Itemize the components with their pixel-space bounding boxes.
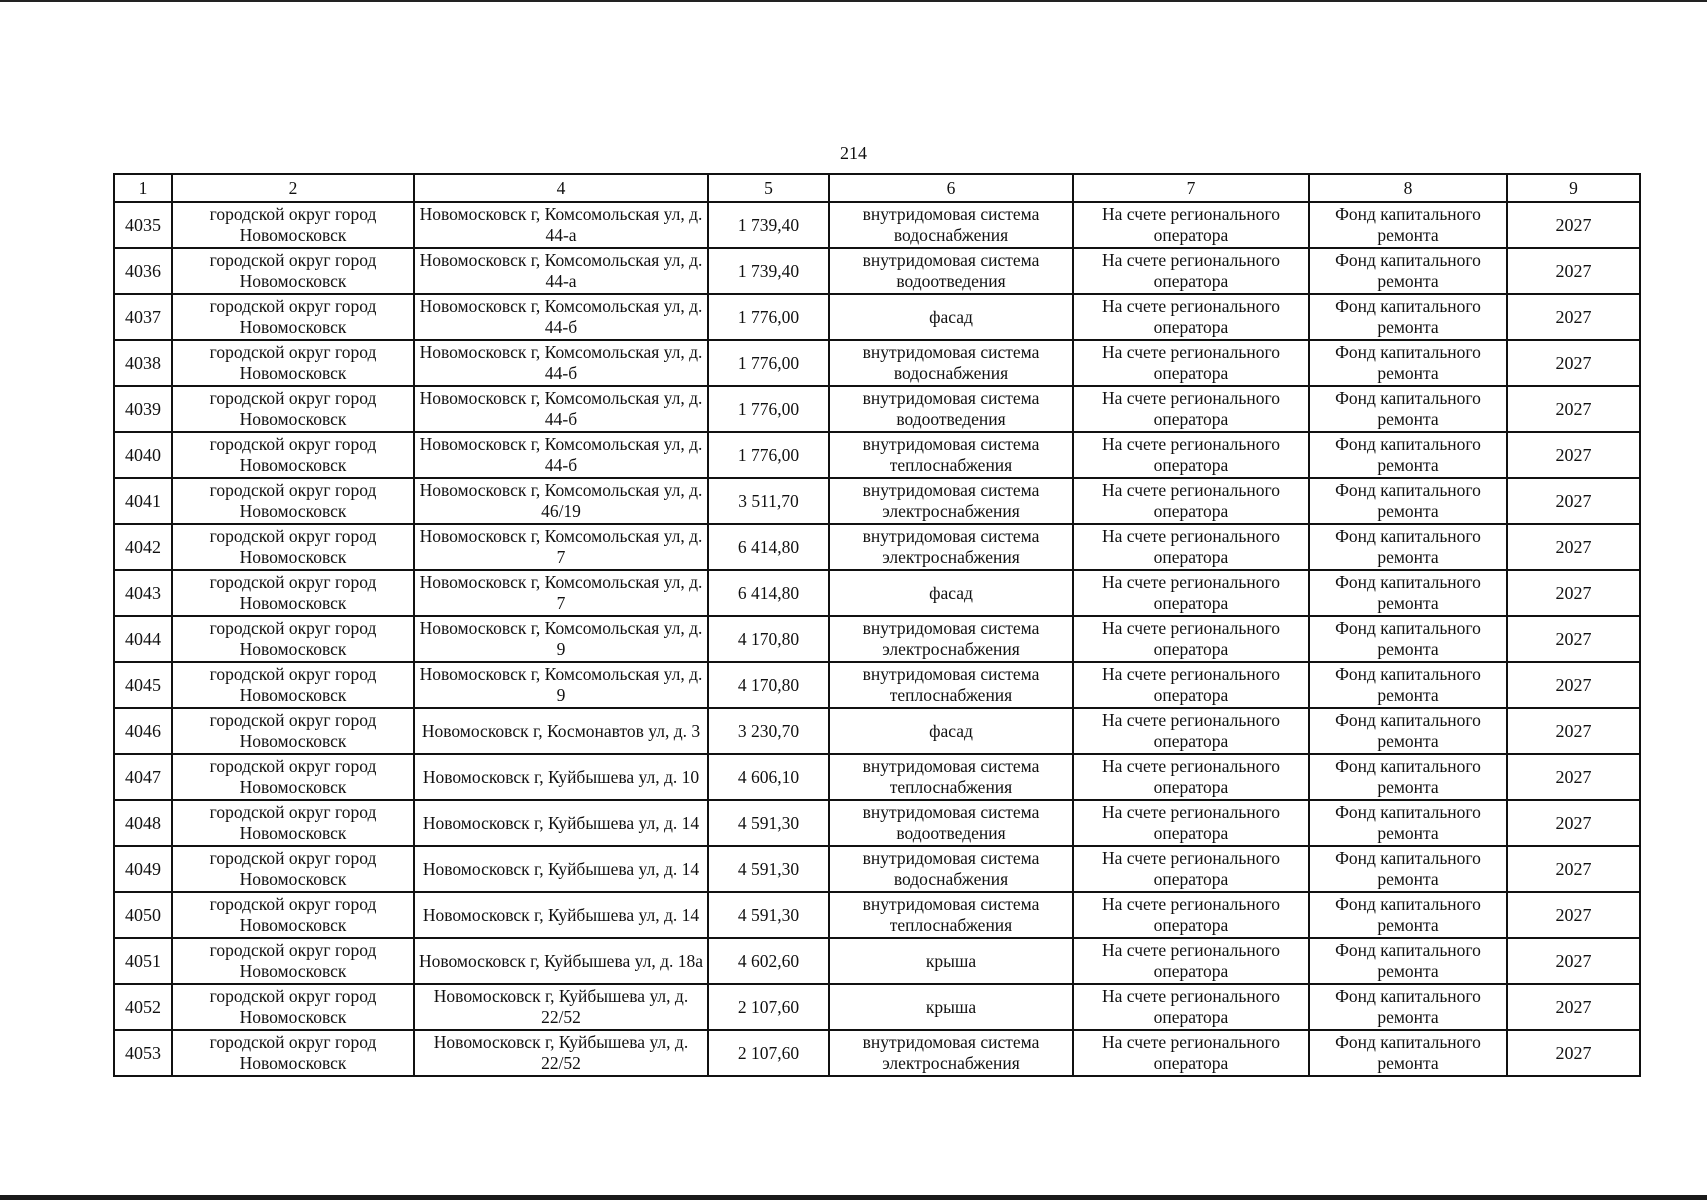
funding-source-cell: Фонд капитального ремонта <box>1309 202 1507 248</box>
row-number-cell: 4036 <box>114 248 172 294</box>
area-cell: 4 606,10 <box>708 754 829 800</box>
funding-source-cell: Фонд капитального ремонта <box>1309 340 1507 386</box>
fund-account-cell: На счете регионального оператора <box>1073 938 1309 984</box>
municipality-cell: городской округ город Новомосковск <box>172 892 414 938</box>
funding-source-cell: Фонд капитального ремонта <box>1309 616 1507 662</box>
municipality-cell: городской округ город Новомосковск <box>172 800 414 846</box>
municipality-cell: городской округ город Новомосковск <box>172 294 414 340</box>
year-cell: 2027 <box>1507 708 1640 754</box>
area-cell: 1 776,00 <box>708 432 829 478</box>
year-cell: 2027 <box>1507 800 1640 846</box>
area-cell: 4 602,60 <box>708 938 829 984</box>
year-cell: 2027 <box>1507 754 1640 800</box>
municipality-cell: городской округ город Новомосковск <box>172 386 414 432</box>
work-type-cell: крыша <box>829 938 1073 984</box>
fund-account-cell: На счете регионального оператора <box>1073 202 1309 248</box>
fund-account-cell: На счете регионального оператора <box>1073 984 1309 1030</box>
table-row <box>114 570 1640 616</box>
work-type-cell: фасад <box>829 294 1073 340</box>
municipality-cell: городской округ город Новомосковск <box>172 340 414 386</box>
row-number-cell: 4039 <box>114 386 172 432</box>
row-number-cell: 4041 <box>114 478 172 524</box>
table-row <box>114 294 1640 340</box>
table-row <box>114 432 1640 478</box>
table-row <box>114 248 1640 294</box>
address-cell: Новомосковск г, Куйбышева ул, д. 10 <box>414 754 708 800</box>
area-cell: 1 776,00 <box>708 386 829 432</box>
year-cell: 2027 <box>1507 294 1640 340</box>
address-cell: Новомосковск г, Комсомольская ул, д. 7 <box>414 570 708 616</box>
year-cell: 2027 <box>1507 478 1640 524</box>
address-cell: Новомосковск г, Куйбышева ул, д. 14 <box>414 846 708 892</box>
table-row <box>114 662 1640 708</box>
funding-source-cell: Фонд капитального ремонта <box>1309 294 1507 340</box>
funding-source-cell: Фонд капитального ремонта <box>1309 478 1507 524</box>
fund-account-cell: На счете регионального оператора <box>1073 478 1309 524</box>
fund-account-cell: На счете регионального оператора <box>1073 846 1309 892</box>
municipality-cell: городской округ город Новомосковск <box>172 662 414 708</box>
year-cell: 2027 <box>1507 570 1640 616</box>
address-cell: Новомосковск г, Комсомольская ул, д. 7 <box>414 524 708 570</box>
row-number-cell: 4049 <box>114 846 172 892</box>
funding-source-cell: Фонд капитального ремонта <box>1309 386 1507 432</box>
table-row <box>114 524 1640 570</box>
header-cell: 2 <box>172 174 414 202</box>
row-number-cell: 4047 <box>114 754 172 800</box>
row-number-cell: 4048 <box>114 800 172 846</box>
area-cell: 6 414,80 <box>708 570 829 616</box>
fund-account-cell: На счете регионального оператора <box>1073 800 1309 846</box>
address-cell: Новомосковск г, Космонавтов ул, д. 3 <box>414 708 708 754</box>
table-row <box>114 800 1640 846</box>
top-border-line <box>0 0 1707 2</box>
year-cell: 2027 <box>1507 432 1640 478</box>
header-cell: 1 <box>114 174 172 202</box>
row-number-cell: 4042 <box>114 524 172 570</box>
area-cell: 2 107,60 <box>708 1030 829 1076</box>
municipality-cell: городской округ город Новомосковск <box>172 524 414 570</box>
year-cell: 2027 <box>1507 524 1640 570</box>
address-cell: Новомосковск г, Комсомольская ул, д. 44-а <box>414 248 708 294</box>
address-cell: Новомосковск г, Комсомольская ул, д. 9 <box>414 662 708 708</box>
row-number-cell: 4037 <box>114 294 172 340</box>
address-cell: Новомосковск г, Комсомольская ул, д. 44-б <box>414 294 708 340</box>
table-row <box>114 478 1640 524</box>
fund-account-cell: На счете регионального оператора <box>1073 708 1309 754</box>
municipality-cell: городской округ город Новомосковск <box>172 248 414 294</box>
year-cell: 2027 <box>1507 248 1640 294</box>
area-cell: 4 591,30 <box>708 846 829 892</box>
fund-account-cell: На счете регионального оператора <box>1073 248 1309 294</box>
municipality-cell: городской округ город Новомосковск <box>172 1030 414 1076</box>
funding-source-cell: Фонд капитального ремонта <box>1309 938 1507 984</box>
year-cell: 2027 <box>1507 662 1640 708</box>
area-cell: 1 739,40 <box>708 202 829 248</box>
row-number-cell: 4050 <box>114 892 172 938</box>
row-number-cell: 4040 <box>114 432 172 478</box>
fund-account-cell: На счете регионального оператора <box>1073 754 1309 800</box>
address-cell: Новомосковск г, Куйбышева ул, д. 22/52 <box>414 1030 708 1076</box>
municipality-cell: городской округ город Новомосковск <box>172 846 414 892</box>
municipality-cell: городской округ город Новомосковск <box>172 754 414 800</box>
work-type-cell: фасад <box>829 570 1073 616</box>
fund-account-cell: На счете регионального оператора <box>1073 294 1309 340</box>
work-type-cell: внутридомовая система теплоснабжения <box>829 432 1073 478</box>
address-cell: Новомосковск г, Куйбышева ул, д. 14 <box>414 800 708 846</box>
table-row <box>114 984 1640 1030</box>
fund-account-cell: На счете регионального оператора <box>1073 662 1309 708</box>
table-row <box>114 340 1640 386</box>
funding-source-cell: Фонд капитального ремонта <box>1309 524 1507 570</box>
area-cell: 1 776,00 <box>708 340 829 386</box>
area-cell: 4 591,30 <box>708 800 829 846</box>
work-type-cell: внутридомовая система водоснабжения <box>829 846 1073 892</box>
work-type-cell: внутридомовая система электроснабжения <box>829 478 1073 524</box>
fund-account-cell: На счете регионального оператора <box>1073 892 1309 938</box>
work-type-cell: фасад <box>829 708 1073 754</box>
address-cell: Новомосковск г, Комсомольская ул, д. 9 <box>414 616 708 662</box>
work-type-cell: внутридомовая система водоотведения <box>829 800 1073 846</box>
header-cell: 6 <box>829 174 1073 202</box>
address-cell: Новомосковск г, Комсомольская ул, д. 44-б <box>414 386 708 432</box>
bottom-border-line <box>0 1195 1707 1200</box>
year-cell: 2027 <box>1507 202 1640 248</box>
row-number-cell: 4035 <box>114 202 172 248</box>
work-type-cell: внутридомовая система водоотведения <box>829 386 1073 432</box>
year-cell: 2027 <box>1507 892 1640 938</box>
address-cell: Новомосковск г, Куйбышева ул, д. 22/52 <box>414 984 708 1030</box>
row-number-cell: 4038 <box>114 340 172 386</box>
area-cell: 4 170,80 <box>708 662 829 708</box>
funding-source-cell: Фонд капитального ремонта <box>1309 892 1507 938</box>
table-row <box>114 708 1640 754</box>
funding-source-cell: Фонд капитального ремонта <box>1309 984 1507 1030</box>
table-row <box>114 938 1640 984</box>
header-row <box>114 174 1640 202</box>
address-cell: Новомосковск г, Куйбышева ул, д. 18а <box>414 938 708 984</box>
header-cell: 4 <box>414 174 708 202</box>
year-cell: 2027 <box>1507 984 1640 1030</box>
area-cell: 6 414,80 <box>708 524 829 570</box>
header-cell: 9 <box>1507 174 1640 202</box>
header-cell: 7 <box>1073 174 1309 202</box>
address-cell: Новомосковск г, Комсомольская ул, д. 44-б <box>414 432 708 478</box>
municipality-cell: городской округ город Новомосковск <box>172 984 414 1030</box>
address-cell: Новомосковск г, Комсомольская ул, д. 44-б <box>414 340 708 386</box>
fund-account-cell: На счете регионального оператора <box>1073 616 1309 662</box>
work-type-cell: крыша <box>829 984 1073 1030</box>
work-type-cell: внутридомовая система электроснабжения <box>829 616 1073 662</box>
year-cell: 2027 <box>1507 340 1640 386</box>
fund-account-cell: На счете регионального оператора <box>1073 340 1309 386</box>
register-table <box>113 173 1641 1077</box>
municipality-cell: городской округ город Новомосковск <box>172 432 414 478</box>
table-body <box>114 202 1640 1076</box>
fund-account-cell: На счете регионального оператора <box>1073 432 1309 478</box>
table-row <box>114 616 1640 662</box>
row-number-cell: 4052 <box>114 984 172 1030</box>
area-cell: 2 107,60 <box>708 984 829 1030</box>
table-row <box>114 386 1640 432</box>
year-cell: 2027 <box>1507 386 1640 432</box>
address-cell: Новомосковск г, Куйбышева ул, д. 14 <box>414 892 708 938</box>
row-number-cell: 4045 <box>114 662 172 708</box>
page-number: 214 <box>840 143 867 163</box>
funding-source-cell: Фонд капитального ремонта <box>1309 248 1507 294</box>
work-type-cell: внутридомовая система теплоснабжения <box>829 662 1073 708</box>
table-row <box>114 1030 1640 1076</box>
row-number-cell: 4053 <box>114 1030 172 1076</box>
funding-source-cell: Фонд капитального ремонта <box>1309 754 1507 800</box>
municipality-cell: городской округ город Новомосковск <box>172 616 414 662</box>
year-cell: 2027 <box>1507 938 1640 984</box>
work-type-cell: внутридомовая система электроснабжения <box>829 524 1073 570</box>
municipality-cell: городской округ город Новомосковск <box>172 478 414 524</box>
area-cell: 3 230,70 <box>708 708 829 754</box>
funding-source-cell: Фонд капитального ремонта <box>1309 570 1507 616</box>
fund-account-cell: На счете регионального оператора <box>1073 570 1309 616</box>
work-type-cell: внутридомовая система электроснабжения <box>829 1030 1073 1076</box>
work-type-cell: внутридомовая система водоснабжения <box>829 340 1073 386</box>
funding-source-cell: Фонд капитального ремонта <box>1309 1030 1507 1076</box>
row-number-cell: 4051 <box>114 938 172 984</box>
table-row <box>114 892 1640 938</box>
area-cell: 1 776,00 <box>708 294 829 340</box>
address-cell: Новомосковск г, Комсомольская ул, д. 46/19 <box>414 478 708 524</box>
year-cell: 2027 <box>1507 616 1640 662</box>
funding-source-cell: Фонд капитального ремонта <box>1309 708 1507 754</box>
table-row <box>114 846 1640 892</box>
area-cell: 4 591,30 <box>708 892 829 938</box>
work-type-cell: внутридомовая система водоснабжения <box>829 202 1073 248</box>
work-type-cell: внутридомовая система теплоснабжения <box>829 892 1073 938</box>
funding-source-cell: Фонд капитального ремонта <box>1309 800 1507 846</box>
row-number-cell: 4043 <box>114 570 172 616</box>
area-cell: 4 170,80 <box>708 616 829 662</box>
area-cell: 3 511,70 <box>708 478 829 524</box>
funding-source-cell: Фонд капитального ремонта <box>1309 432 1507 478</box>
fund-account-cell: На счете регионального оператора <box>1073 1030 1309 1076</box>
municipality-cell: городской округ город Новомосковск <box>172 202 414 248</box>
row-number-cell: 4044 <box>114 616 172 662</box>
funding-source-cell: Фонд капитального ремонта <box>1309 662 1507 708</box>
municipality-cell: городской округ город Новомосковск <box>172 938 414 984</box>
table-row <box>114 754 1640 800</box>
row-number-cell: 4046 <box>114 708 172 754</box>
municipality-cell: городской округ город Новомосковск <box>172 708 414 754</box>
fund-account-cell: На счете регионального оператора <box>1073 524 1309 570</box>
header-cell: 5 <box>708 174 829 202</box>
funding-source-cell: Фонд капитального ремонта <box>1309 846 1507 892</box>
work-type-cell: внутридомовая система водоотведения <box>829 248 1073 294</box>
fund-account-cell: На счете регионального оператора <box>1073 386 1309 432</box>
table-row <box>114 202 1640 248</box>
work-type-cell: внутридомовая система теплоснабжения <box>829 754 1073 800</box>
area-cell: 1 739,40 <box>708 248 829 294</box>
header-cell: 8 <box>1309 174 1507 202</box>
year-cell: 2027 <box>1507 846 1640 892</box>
address-cell: Новомосковск г, Комсомольская ул, д. 44-а <box>414 202 708 248</box>
municipality-cell: городской округ город Новомосковск <box>172 570 414 616</box>
year-cell: 2027 <box>1507 1030 1640 1076</box>
